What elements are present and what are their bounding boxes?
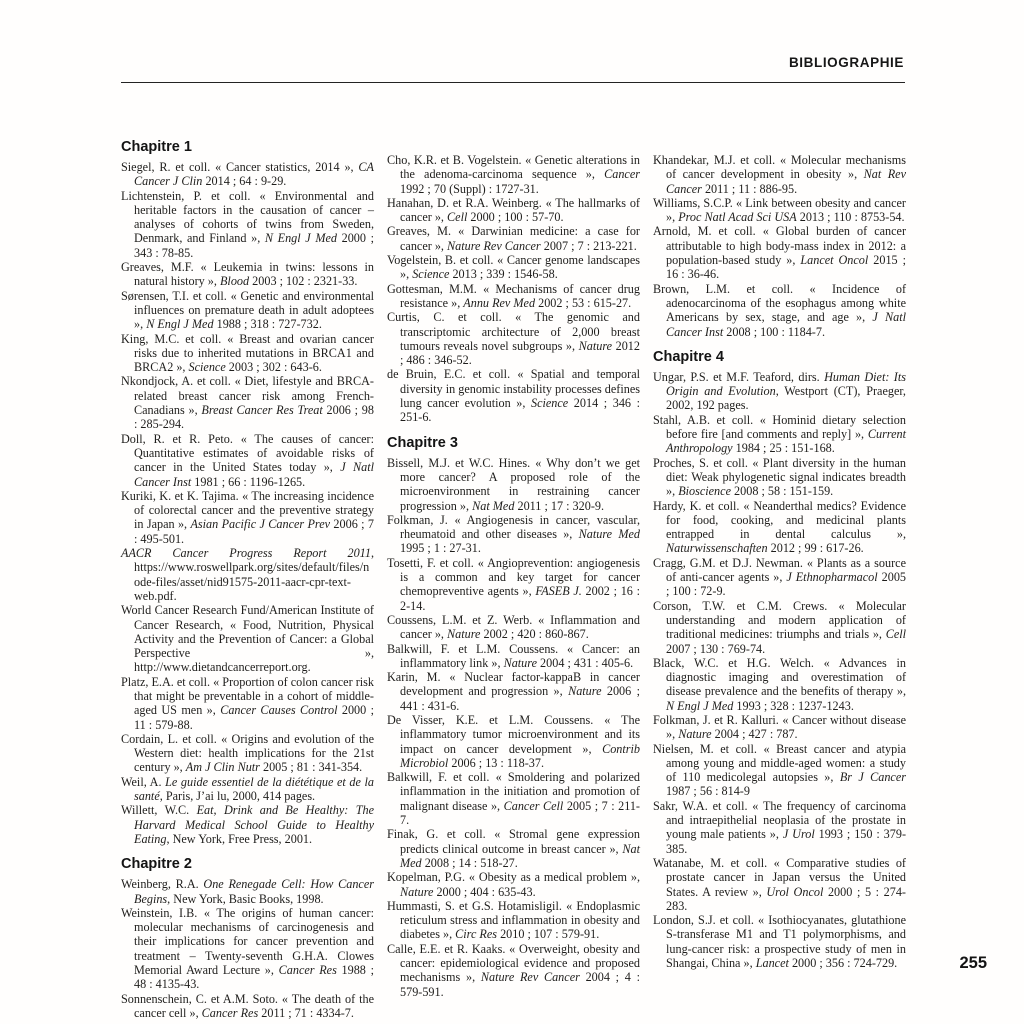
reference-entry [387,827,640,870]
reference-entry [121,877,374,906]
reference-entry [653,413,906,456]
journal-title: CA Cancer J Clin [134,160,374,189]
journal-title: Cell [885,627,906,642]
reference-text: Weil, A. [121,774,166,789]
reference-entry [653,224,906,281]
reference-text: Williams, S.C.P. « Link between obesity and cancer », [653,195,906,225]
journal-title: One Renegade Cell: How Cancer Begins [134,877,374,906]
reference-entry [121,906,374,992]
reference-entry [121,603,374,674]
reference-entry [121,489,374,546]
reference-text: Watanabe, M. et coll. « Comparative studies of prostate cancer in Japan versus the United States. A review », [653,855,906,899]
reference-text: 2013 ; 339 : 1546-58. [449,267,558,282]
journal-title: Cancer Res [201,1005,259,1020]
reference-text: 2012 ; 486 : 346-52. [400,338,640,368]
journal-title: Le guide essentiel de la diététique et de la santé [134,774,374,804]
reference-entry [653,556,906,599]
reference-text: 2006 ; 441 : 431-6. [400,684,641,713]
reference-entry [121,992,374,1021]
reference-text: 1981 ; 66 : 1196-1265. [191,474,306,489]
reference-entry [121,332,374,375]
journal-title: J Natl Cancer Inst [666,310,906,339]
reference-entry [653,856,906,913]
reference-entry [387,613,640,642]
journal-title: Nature [568,684,602,699]
journal-title: N Engl J Med [264,231,337,246]
reference-entry [387,196,640,225]
reference-entry [653,196,906,225]
reference-text: 2010 ; 107 : 579-91. [497,927,600,942]
reference-entry [653,742,906,799]
reference-text: Folkman, J. « Angiogenesis in cancer, vascular, rheumatoid and other diseases », [387,512,640,542]
reference-text: Nkondjock, A. et coll. « Diet, lifestyle and BRCA-related breast cancer risk among French-Canadians », [121,374,374,418]
journal-title: FASEB J. [535,584,582,599]
reference-text: Bissell, M.J. et W.C. Hines. « Why don’t we get more cancer? A proposed role of the microenvironment in restraining cancer progression », [387,455,640,513]
reference-text: 2000 ; 356 : 724-729. [788,956,898,971]
reference-text: Coussens, L.M. et Z. Werb. « Inflammation and cancer », [387,612,640,642]
reference-entry [387,670,640,713]
journal-title: Nature Med [578,527,640,542]
reference-text: 2003 ; 302 : 643-6. [225,360,322,375]
reference-text: Karin, M. « Nuclear factor-kappaB in cancer development and progression », [387,670,640,699]
chapter-heading: Chapitre 4 [653,348,724,365]
reference-text: 2002 ; 16 : 2-14. [400,584,640,613]
reference-text: Ungar, P.S. et M.F. Teaford, dirs. [653,369,825,384]
reference-text: Gottesman, M.M. « Mechanisms of cancer drug resistance », [387,281,640,310]
journal-title: Breast Cancer Res Treat [201,403,323,418]
columns [121,139,907,1020]
reference-text: Willett, W.C. [121,803,197,818]
reference-text: 2004 ; 431 : 405-6. [536,655,634,670]
reference-entry [387,642,640,671]
reference-text: 1988 ; 48 : 4135-43. [134,963,374,992]
reference-text: Hanahan, D. et R.A. Weinberg. « The hallmarks of cancer », [387,195,640,225]
reference-text: , Westport (CT), Praeger, 2002, 192 pages. [666,384,906,413]
journal-title: J Urol [782,827,815,842]
reference-text: 1987 ; 56 : 814-9 [666,784,750,799]
reference-text: Weinstein, I.B. « The origins of human cancer: molecular mechanisms of carcinogenesis and their implications for cancer prevention and treatment – Twenty-seventh G.H.A. Clowes Memorial Award Lecture », [121,905,374,978]
reference-text: Finak, G. et coll. « Stromal gene expression predicts clinical outcome in breast cancer », [387,827,640,856]
reference-column [653,139,906,970]
journal-title: Nat Med [400,841,640,870]
reference-entry [121,732,374,775]
journal-title: Nature [678,727,712,742]
chapter-heading: Chapitre 3 [387,434,458,451]
journal-title: Human Diet: Its Origin and Evolution [666,369,906,399]
reference-text: King, M.C. et coll. « Breast and ovarian cancer risks due to inherited mutations in BRCA1 and BRCA2 », [121,331,374,375]
reference-text: De Visser, K.E. et L.M. Coussens. « The inflammatory tumor microenvironment and its impact on cancer development », [387,712,640,756]
chapter-heading: Chapitre 2 [121,856,192,873]
journal-title: AACR Cancer Progress Report 2011 [121,546,371,561]
reference-entry [387,253,640,282]
reference-text: 2007 ; 7 : 213-221. [540,238,637,253]
reference-text: 2014 ; 64 : 9-29. [202,174,287,189]
journal-title: Naturwissenschaften [666,541,768,556]
reference-entry [387,713,640,770]
reference-entry [653,370,906,413]
reference-text: Brown, L.M. et coll. « Incidence of adenocarcinoma of the esophagus among white Americans by sex, stage, and age », [653,281,906,325]
journal-title: Blood [219,274,250,289]
journal-title: Science [531,396,569,411]
reference-text: , Paris, J’ai lu, 2000, 414 pages. [159,789,316,804]
journal-title: Nature Rev Cancer [480,970,580,985]
reference-text: Calle, E.E. et R. Kaaks. « Overweight, obesity and cancer: epidemiological evidence and proposed mechanisms », [387,941,640,985]
reference-text: 1993 ; 150 : 379-385. [666,827,907,856]
reference-text: , New York, Basic Books, 1998. [167,891,324,906]
page-header-title: BIBLIOGRAPHIE [788,55,904,70]
reference-text: Curtis, C. et coll. « The genomic and transcriptomic architecture of 2,000 breast tumours reveals novel subgroups », [387,310,640,353]
journal-title: N Engl J Med [666,698,734,713]
journal-title: Annu Rev Med [463,295,536,310]
reference-text: Corson, T.W. et C.M. Crews. « Molecular understanding and modern application of traditional medicines: triumphs and trials », [653,598,906,642]
reference-entry [387,224,640,253]
reference-entry [121,803,374,846]
reference-text: 1992 ; 70 (Suppl) : 1727-31. [400,181,539,196]
reference-entry [387,942,640,999]
reference-text: Sakr, W.A. et coll. « The frequency of carcinoma and intraepithelial neoplasia of the prostate in young male patients », [653,798,906,842]
reference-text: Doll, R. et R. Peto. « The causes of cancer: Quantitative estimates of avoidable risks of cancer in the United States today », [121,431,374,475]
journal-title: Lancet Oncol [800,253,869,268]
reference-text: 2008 ; 100 : 1184-7. [723,324,826,339]
reference-entry [121,775,374,804]
reference-text: de Bruin, E.C. et coll. « Spatial and temporal diversity in genomic instability processes defines lung cancer evolution », [387,367,640,411]
reference-entry [121,189,374,260]
journal-title: Science [188,360,226,375]
reference-text: 2002 ; 53 : 615-27. [535,295,632,310]
reference-entry [653,499,906,556]
reference-text: 1988 ; 318 : 727-732. [213,317,322,332]
reference-entry [653,282,906,339]
page-number: 255 [959,954,987,972]
reference-text: 2000 ; 11 : 579-88. [134,703,374,732]
reference-text: 2005 ; 81 : 341-354. [259,760,363,775]
reference-entry [121,675,374,732]
reference-text: , New York, Free Press, 2001. [166,831,313,846]
reference-text: 1995 ; 1 : 27-31. [400,541,481,556]
journal-title: Nature Rev Cancer [447,238,541,253]
reference-entry [387,310,640,367]
journal-title: Cancer Cell [503,798,564,813]
reference-text: 2000 ; 5 : 274-283. [666,884,906,913]
reference-text: Balkwill, F. et L.M. Coussens. « Cancer: an inflammatory link », [387,641,640,670]
reference-text: Platz, E.A. et coll. « Proportion of colon cancer risk that might be preventable in a cohort of middle-aged US men », [121,674,374,718]
reference-entry [653,713,906,742]
reference-text: Hardy, K. et coll. « Neanderthal medics? Evidence for food, cooking, and medicinal plants entrapped in dental calculus », [653,498,906,542]
reference-text: Cho, K.R. et B. Vogelstein. « Genetic alterations in the adenoma-carcinoma sequence », [387,153,640,182]
reference-text: 2011 ; 71 : 4334-7. [258,1005,354,1020]
reference-entry [387,556,640,613]
journal-title: Circ Res [455,927,498,942]
reference-text: Tosetti, F. et coll. « Angioprevention: angiogenesis is a common and key target for cancer chemopreventive agents », [387,555,640,599]
reference-entry [121,289,374,332]
reference-text: Nielsen, M. et coll. « Breast cancer and atypia among young and middle-aged women: a study of 110 medicolegal autopsies », [653,741,906,785]
reference-entry [387,870,640,899]
journal-title: Urol Oncol [766,884,824,899]
reference-text: 2014 ; 346 : 251-6. [400,396,640,425]
reference-entry [387,899,640,942]
reference-text: Balkwill, F. et coll. « Smoldering and polarized inflammation in the initiation and promotion of malignant disease », [387,770,640,813]
journal-title: Bioscience [678,484,731,499]
reference-entry [387,770,640,827]
chapter-heading: Chapitre 1 [121,139,192,155]
reference-text: Arnold, M. et coll. « Global burden of cancer attributable to high body-mass index in 2012: a population-based study », [653,224,906,268]
journal-title: Cell [447,210,468,225]
journal-title: J Natl Cancer Inst [134,460,374,489]
reference-text: Cragg, G.M. et D.J. Newman. « Plants as a source of anti-cancer agents », [653,555,906,585]
journal-title: Cancer Res [278,963,337,978]
reference-entry [653,153,906,196]
reference-text: Khandekar, M.J. et coll. « Molecular mechanisms of cancer development in obesity », [653,153,906,182]
reference-text: 2007 ; 130 : 769-74. [666,641,766,656]
journal-title: Cancer [604,167,640,182]
reference-text: 2015 ; 16 : 36-46. [666,253,906,282]
reference-text: 2008 ; 14 : 518-27. [421,855,518,870]
reference-entry [121,546,374,603]
reference-entry [121,432,374,489]
reference-text: 1984 ; 25 : 151-168. [732,441,835,456]
journal-title: Nat Rev Cancer [666,167,906,196]
journal-title: Nature [447,627,481,642]
reference-entry [121,374,374,431]
reference-text: Stahl, A.B. et coll. « Hominid dietary selection before fire [and comments and reply] », [653,412,906,442]
journal-title: Proc Natl Acad Sci USA [678,210,797,225]
reference-entry [387,367,640,424]
reference-text: 2000 ; 343 : 78-85. [134,231,374,260]
reference-entry [653,599,906,656]
reference-text: 2006 ; 98 : 285-294. [134,403,374,432]
reference-text: 2005 ; 100 : 72-9. [666,570,906,599]
journal-title: Am J Clin Nutr [185,760,260,775]
reference-text: 2000 ; 404 : 635-43. [433,884,536,899]
reference-text: 2012 ; 99 : 617-26. [767,541,864,556]
reference-text: Vogelstein, B. et coll. « Cancer genome landscapes », [387,253,640,282]
journal-title: Nature [578,338,613,353]
reference-text: Cordain, L. et coll. « Origins and evolution of the Western diet: health implications for the 21st century », [121,731,374,775]
journal-title: N Engl J Med [146,317,214,332]
reference-text: Sørensen, T.I. et coll. « Genetic and environmental influences on premature death in adult adoptees », [121,288,374,332]
reference-text: 2005 ; 7 : 211-7. [400,798,640,828]
reference-column [387,139,640,999]
reference-text: 2011 ; 11 : 886-95. [701,181,798,196]
journal-title: Lancet [755,956,789,971]
reference-text: Siegel, R. et coll. « Cancer statistics, 2014 », [121,160,359,174]
reference-text: 2002 ; 420 : 860-867. [480,627,589,642]
reference-text: World Cancer Research Fund/American Institute of Cancer Research, « Food, Nutrition, Physical Activity and the Prevention of Cancer: a Global Perspective », http://www.dietandcancerreport.org. [121,603,374,675]
journal-title: Nature [400,884,434,899]
journal-title: Science [412,267,450,282]
reference-entry [653,799,906,856]
journal-title: Asian Pacific J Cancer Prev [190,517,331,532]
journal-title: Br J Cancer [839,770,906,785]
reference-text: Weinberg, R.A. [121,877,204,892]
journal-title: Nature [503,655,537,670]
journal-title: J Ethnopharmacol [786,570,878,585]
reference-entry [121,260,374,289]
journal-title: Current Anthropology [666,427,906,456]
reference-text: London, S.J. et coll. « Isothiocyanates, glutathione S-transferase M1 and T1 polymorphisms, and lung-cancer risk: a prospective study of men in Shangai, China », [653,913,906,971]
reference-text: 2003 ; 102 : 2321-33. [249,274,358,289]
reference-text: Kuriki, K. et K. Tajima. « The increasing incidence of colorectal cancer and the preventive strategy in Japan », [121,488,374,532]
reference-column [121,139,374,1020]
reference-text: Lichtenstein, P. et coll. « Environmental and heritable factors in the causation of cancer – analyses of cohorts of twins from Sweden, Denmark, and Finland », [121,188,374,246]
reference-text: Hummasti, S. et G.S. Hotamisligil. « Endoplasmic reticulum stress and inflammation in obesity and diabetes », [387,898,640,942]
reference-text: 2004 ; 4 : 579-591. [400,970,640,999]
reference-entry [653,913,906,970]
reference-text: 2013 ; 110 : 8753-54. [796,210,905,225]
reference-text: , https://www.roswellpark.org/sites/default/files/node-files/asset/nid91575-2011-aacr-cpr-text-web.pdf. [134,546,374,603]
reference-text: Kopelman, P.G. « Obesity as a medical problem », [387,870,640,885]
journal-title: Eat, Drink and Be Healthy: The Harvard Medical School Guide to Healthy Eating [134,803,374,846]
header-rule [121,82,905,83]
reference-text: Proches, S. et coll. « Plant diversity in the human diet: Weak phylogenetic signal indicates breadth », [653,455,906,499]
reference-text: Sonnenschein, C. et A.M. Soto. « The death of the cancer cell », [121,991,374,1020]
reference-entry [387,513,640,556]
journal-title: Cancer Causes Control [220,703,338,718]
journal-title: Contrib Microbiol [400,741,640,770]
reference-text: Greaves, M.F. « Leukemia in twins: lessons in natural history », [121,260,374,289]
journal-title: Nat Med [472,498,515,513]
reference-text: Greaves, M. « Darwinian medicine: a case for cancer », [387,224,640,253]
reference-text: 2004 ; 427 : 787. [711,727,798,742]
reference-text: 1993 ; 328 : 1237-1243. [733,698,854,713]
reference-entry [387,456,640,513]
reference-text: Black, W.C. et H.G. Welch. « Advances in diagnostic imaging and overestimation of disease prevalence and the benefits of therapy », [653,655,906,699]
reference-entry [653,456,906,499]
reference-entry [653,656,906,713]
reference-text: 2000 ; 100 : 57-70. [467,210,564,225]
reference-text: 2008 ; 58 : 151-159. [730,484,834,499]
reference-entry [387,153,640,196]
reference-text: 2011 ; 17 : 320-9. [514,498,605,513]
reference-text: 2006 ; 13 : 118-37. [448,755,544,770]
reference-entry [121,160,374,189]
reference-text: 2006 ; 7 : 495-501. [134,517,374,546]
reference-text: Folkman, J. et R. Kalluri. « Cancer without disease », [653,712,906,742]
reference-entry [387,282,640,311]
